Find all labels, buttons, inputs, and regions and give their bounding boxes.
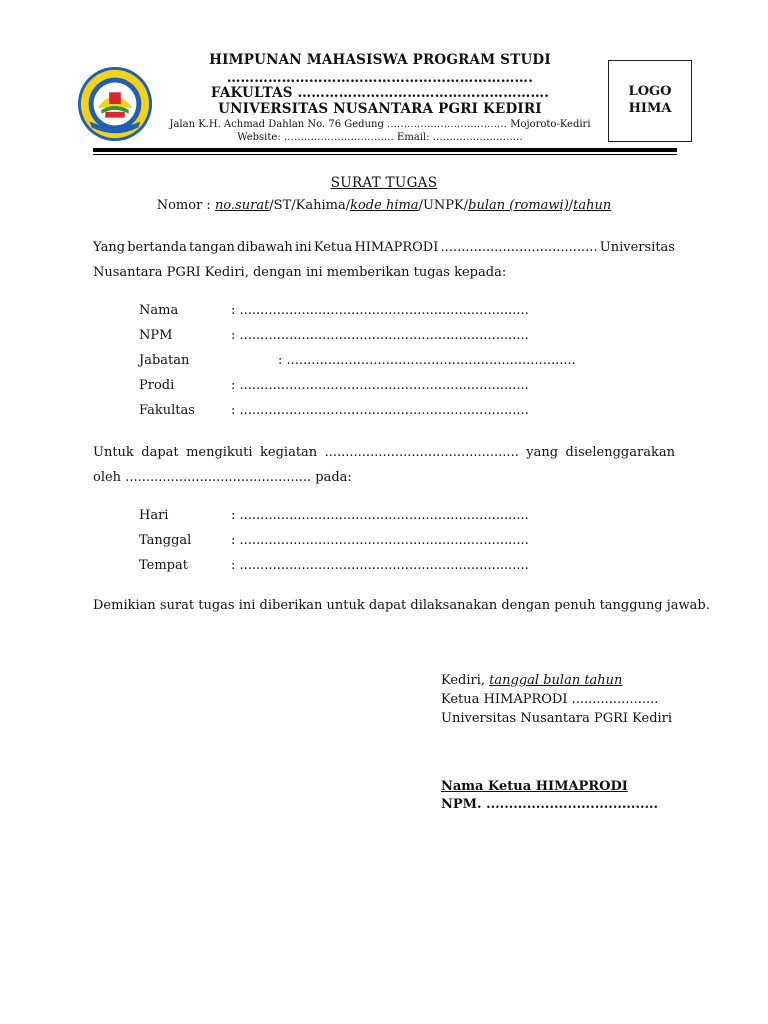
intro-word: dibawah [237,240,293,255]
activity-word: ............................................... [324,445,519,460]
closing-statement: Demikian surat tugas ini diberikan untuk dapat dilaksanakan dengan penuh tanggung jawab. [93,598,710,613]
nomor-tahun: tahun [573,198,612,213]
nomor-sep3: / [568,198,574,213]
field-label-fakultas: Fakultas [139,403,195,418]
header-rule-thin [93,154,677,155]
hima-logo-placeholder [608,60,692,142]
intro-line-2: Nusantara PGRI Kediri, dengan ini memberikan tugas kepada: [93,265,507,280]
activity-word: diselenggarakan [565,445,675,460]
activity-paragraph [93,440,675,490]
document-title: SURAT TUGAS [330,175,438,191]
activity-word: kegiatan [260,445,318,460]
intro-word: Ketua [313,240,353,255]
activity-word: dapat [141,445,179,460]
org-name-line: HIMPUNAN MAHASISWA PROGRAM STUDI [209,52,551,68]
letter-number [0,198,768,213]
nomor-sep1: /ST/Kahima/ [269,198,351,213]
intro-word: tangan [189,240,235,255]
activity-word: yang [526,445,559,460]
field-value-nama: : ...................................................................... [231,303,529,318]
faculty-line: FAKULTAS ………………………………………………. [210,85,550,101]
signature-place: Kediri, [441,673,490,688]
signatory-name: Nama Ketua HIMAPRODI [441,779,628,794]
field-value-hari: : ...................................................................... [231,508,529,523]
signature-place-date [441,673,622,688]
address-line: Jalan K.H. Achmad Dahlan No. 76 Gedung ……………………………… Mojoroto-Kediri [169,119,591,130]
field-value-tanggal: : ...................................................................... [231,533,529,548]
field-label-tempat: Tempat [139,558,188,573]
logo-box-line1: LOGO [628,84,672,99]
university-line: UNIVERSITAS NUSANTARA PGRI KEDIRI [218,101,542,117]
activity-word: mengikuti [186,445,253,460]
nomor-prefix: Nomor : [156,198,215,213]
field-label-jabatan: Jabatan [139,353,190,368]
field-value-npm: : ...................................................................... [231,328,529,343]
nomor-no-surat: no.surat [214,198,270,213]
field-label-tanggal: Tanggal [139,533,192,548]
activity-word: Untuk [93,445,134,460]
field-label-nama: Nama [139,303,179,318]
intro-word: bertanda [127,240,187,255]
header-rule-thick [93,148,677,152]
nomor-sep2: /UNPK/ [418,198,469,213]
signatory-npm: NPM. ...................................... [441,797,659,812]
field-value-fakultas: : ...................................................................... [231,403,529,418]
intro-word: Yang [93,240,126,255]
prodi-placeholder-line: …………………………………………………………. [226,70,534,86]
nomor-bulan: bulan (romawi) [468,198,569,213]
activity-line-2: oleh ............................................. pada: [93,470,352,485]
intro-word: HIMAPRODI [354,240,439,255]
website-email-line: Website: …………………………… Email: ……………………… [237,132,523,143]
field-label-hari: Hari [139,508,169,523]
field-value-prodi: : ...................................................................... [231,378,529,393]
signature-university: Universitas Nusantara PGRI Kediri [441,711,673,726]
activity-line-1 [93,440,675,465]
signature-date: tanggal bulan tahun [489,673,623,688]
intro-line-1 [93,235,675,260]
field-value-jabatan: : ...................................................................... [278,353,576,368]
intro-word: ini [294,240,312,255]
field-label-npm: NPM [139,328,173,343]
university-emblem-logo [76,65,154,143]
intro-word: ...................................... [440,240,598,255]
field-label-prodi: Prodi [139,378,175,393]
logo-box-line2: HIMA [628,101,672,116]
intro-word: Universitas [599,240,675,255]
field-value-tempat: : ...................................................................... [231,558,529,573]
signature-position: Ketua HIMAPRODI ..................... [441,692,659,707]
nomor-kode-hima: kode hima [350,198,419,213]
intro-paragraph [93,235,675,285]
